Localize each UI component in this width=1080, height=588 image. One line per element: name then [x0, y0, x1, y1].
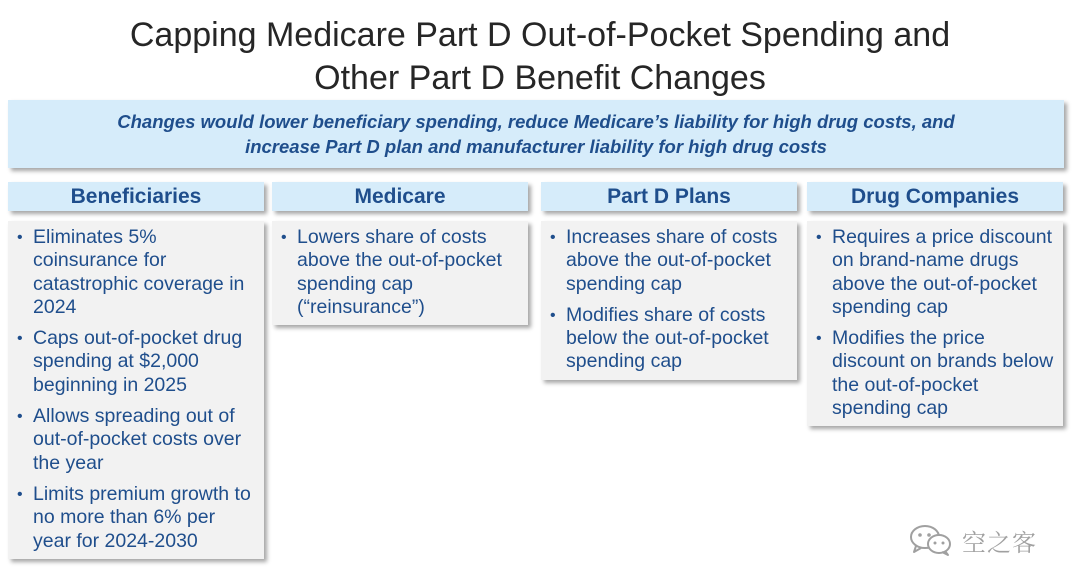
- column-drug-companies: [807, 182, 1063, 426]
- column-part-d-plans: [541, 182, 797, 380]
- column-body-part-d-plans: [541, 221, 797, 380]
- summary-banner: [8, 100, 1064, 168]
- bullet-item: • Requires a price discount on brand-name drugs above the out-of-pocket spending cap: [815, 226, 1055, 319]
- column-header-part-d-plans: Part D Plans: [541, 182, 797, 211]
- wechat-icon: [908, 523, 954, 557]
- column-body-medicare: [272, 221, 528, 325]
- bullet-item: • Allows spreading out of out-of-pocket costs over the year: [16, 405, 256, 475]
- watermark: [908, 520, 1058, 560]
- column-body-drug-companies: [807, 221, 1063, 426]
- bullet-item: • Increases share of costs above the out-of-pocket spending cap: [549, 226, 789, 296]
- column-medicare: [272, 182, 528, 325]
- column-header-medicare: Medicare: [272, 182, 528, 211]
- bullet-item: • Caps out-of-pocket drug spending at $2,000 beginning in 2025: [16, 327, 256, 397]
- column-body-beneficiaries: [8, 221, 264, 559]
- column-header-drug-companies: Drug Companies: [807, 182, 1063, 211]
- summary-banner-line-1: Changes would lower beneficiary spending, reduce Medicare’s liability for high drug costs, and: [117, 111, 955, 132]
- column-header-beneficiaries: Beneficiaries: [8, 182, 264, 211]
- bullet-item: • Eliminates 5% coinsurance for catastrophic coverage in 2024: [16, 226, 256, 319]
- slide-title: [0, 14, 1080, 100]
- bullet-item: • Modifies share of costs below the out-of-pocket spending cap: [549, 304, 789, 374]
- bullet-item: • Lowers share of costs above the out-of-pocket spending cap (“reinsurance”): [280, 226, 520, 319]
- summary-banner-line-2: increase Part D plan and manufacturer liability for high drug costs: [245, 136, 827, 157]
- slide-title-line-1: Capping Medicare Part D Out-of-Pocket Spending and: [129, 16, 951, 54]
- watermark-text: 空之客: [962, 528, 1037, 557]
- slide-title-line-2: Other Part D Benefit Changes: [314, 59, 766, 97]
- bullet-item: • Modifies the price discount on brands below the out-of-pocket spending cap: [815, 327, 1055, 420]
- column-beneficiaries: [8, 182, 264, 559]
- bullet-item: • Limits premium growth to no more than 6% per year for 2024-2030: [16, 483, 256, 553]
